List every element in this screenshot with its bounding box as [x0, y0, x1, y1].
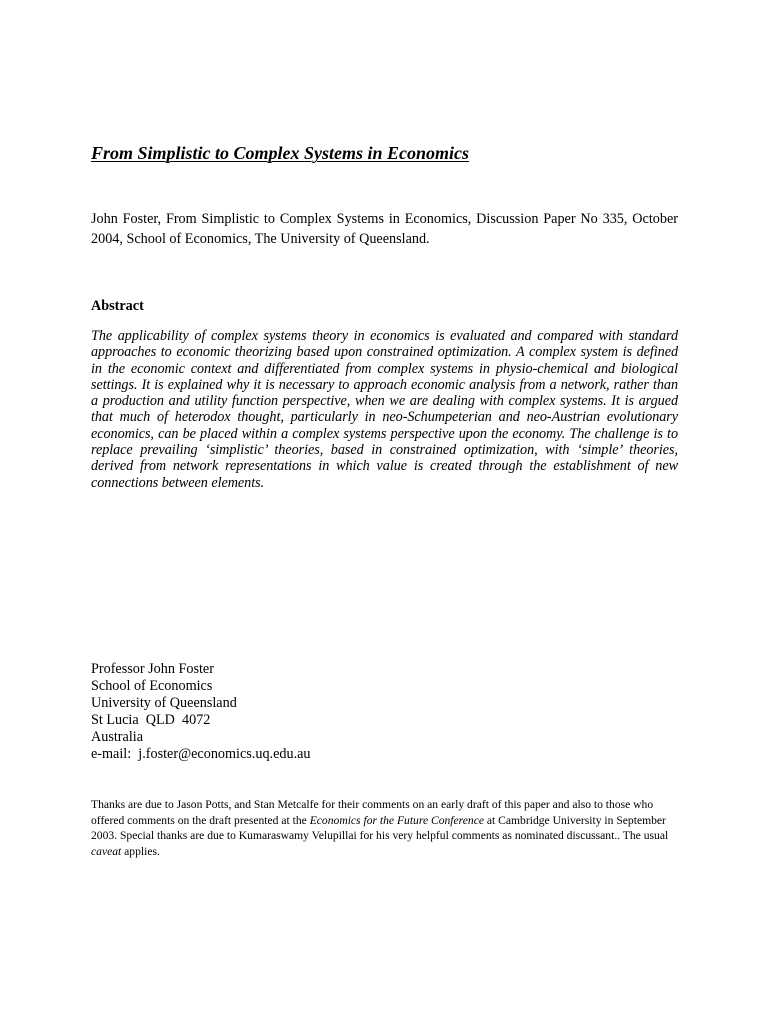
citation-text: John Foster, From Simplistic to Complex Systems in Economics, Discussion Paper No 335, October 2004, School of Economics, The University of Queensland. [91, 211, 678, 247]
author-email[interactable]: e-mail: j.foster@economics.uq.edu.au [91, 746, 311, 762]
author-name: Professor John Foster [91, 661, 214, 677]
abstract-text: The applicability of complex systems theory in economics is evaluated and compared with standard approaches to economic theorizing based upon constrained optimization. A complex system is defined in the economic context and differentiated from complex systems in physio-chemical and biological settings. It is explained why it is necessary to approach economic analysis from a network, rather than a production and utility function perspective, when we are dealing with complex systems. It is argued that much of heterodox thought, particularly in neo-Schumpeterian and neo-Austrian evolutionary economics, can be placed within a complex systems perspective upon the economy. The challenge is to replace prevailing ‘simplistic’ theories, based in constrained optimization, with ‘simple’ theories, derived from network representations in which value is created through the establishment of new connections between elements. [91, 328, 678, 491]
author-department: School of Economics [91, 678, 213, 694]
caveat-word: caveat [91, 844, 122, 858]
acknowledgement-part-2: at Cambridge University in September 2003. Special thanks are due to Kumaraswamy Velupillai for his very helpful comments as nominated discussant.. The usual [91, 813, 669, 843]
author-university: University of Queensland [91, 695, 237, 711]
author-country: Australia [91, 729, 144, 745]
author-city: St Lucia QLD 4072 [91, 712, 211, 728]
author-address [91, 661, 678, 763]
acknowledgement-part-1: Thanks are due to Jason Potts, and Stan Metcalfe for their comments on an early draft of this paper and also to those who offered comments on the draft presented at the [91, 798, 654, 827]
conference-name: Economics for the Future Conference [309, 813, 484, 827]
acknowledgement-note [91, 797, 681, 859]
acknowledgement-part-3: applies. [121, 844, 160, 858]
paper-title: From Simplistic to Complex Systems in Economics [91, 143, 470, 163]
abstract-heading: Abstract [91, 298, 144, 314]
